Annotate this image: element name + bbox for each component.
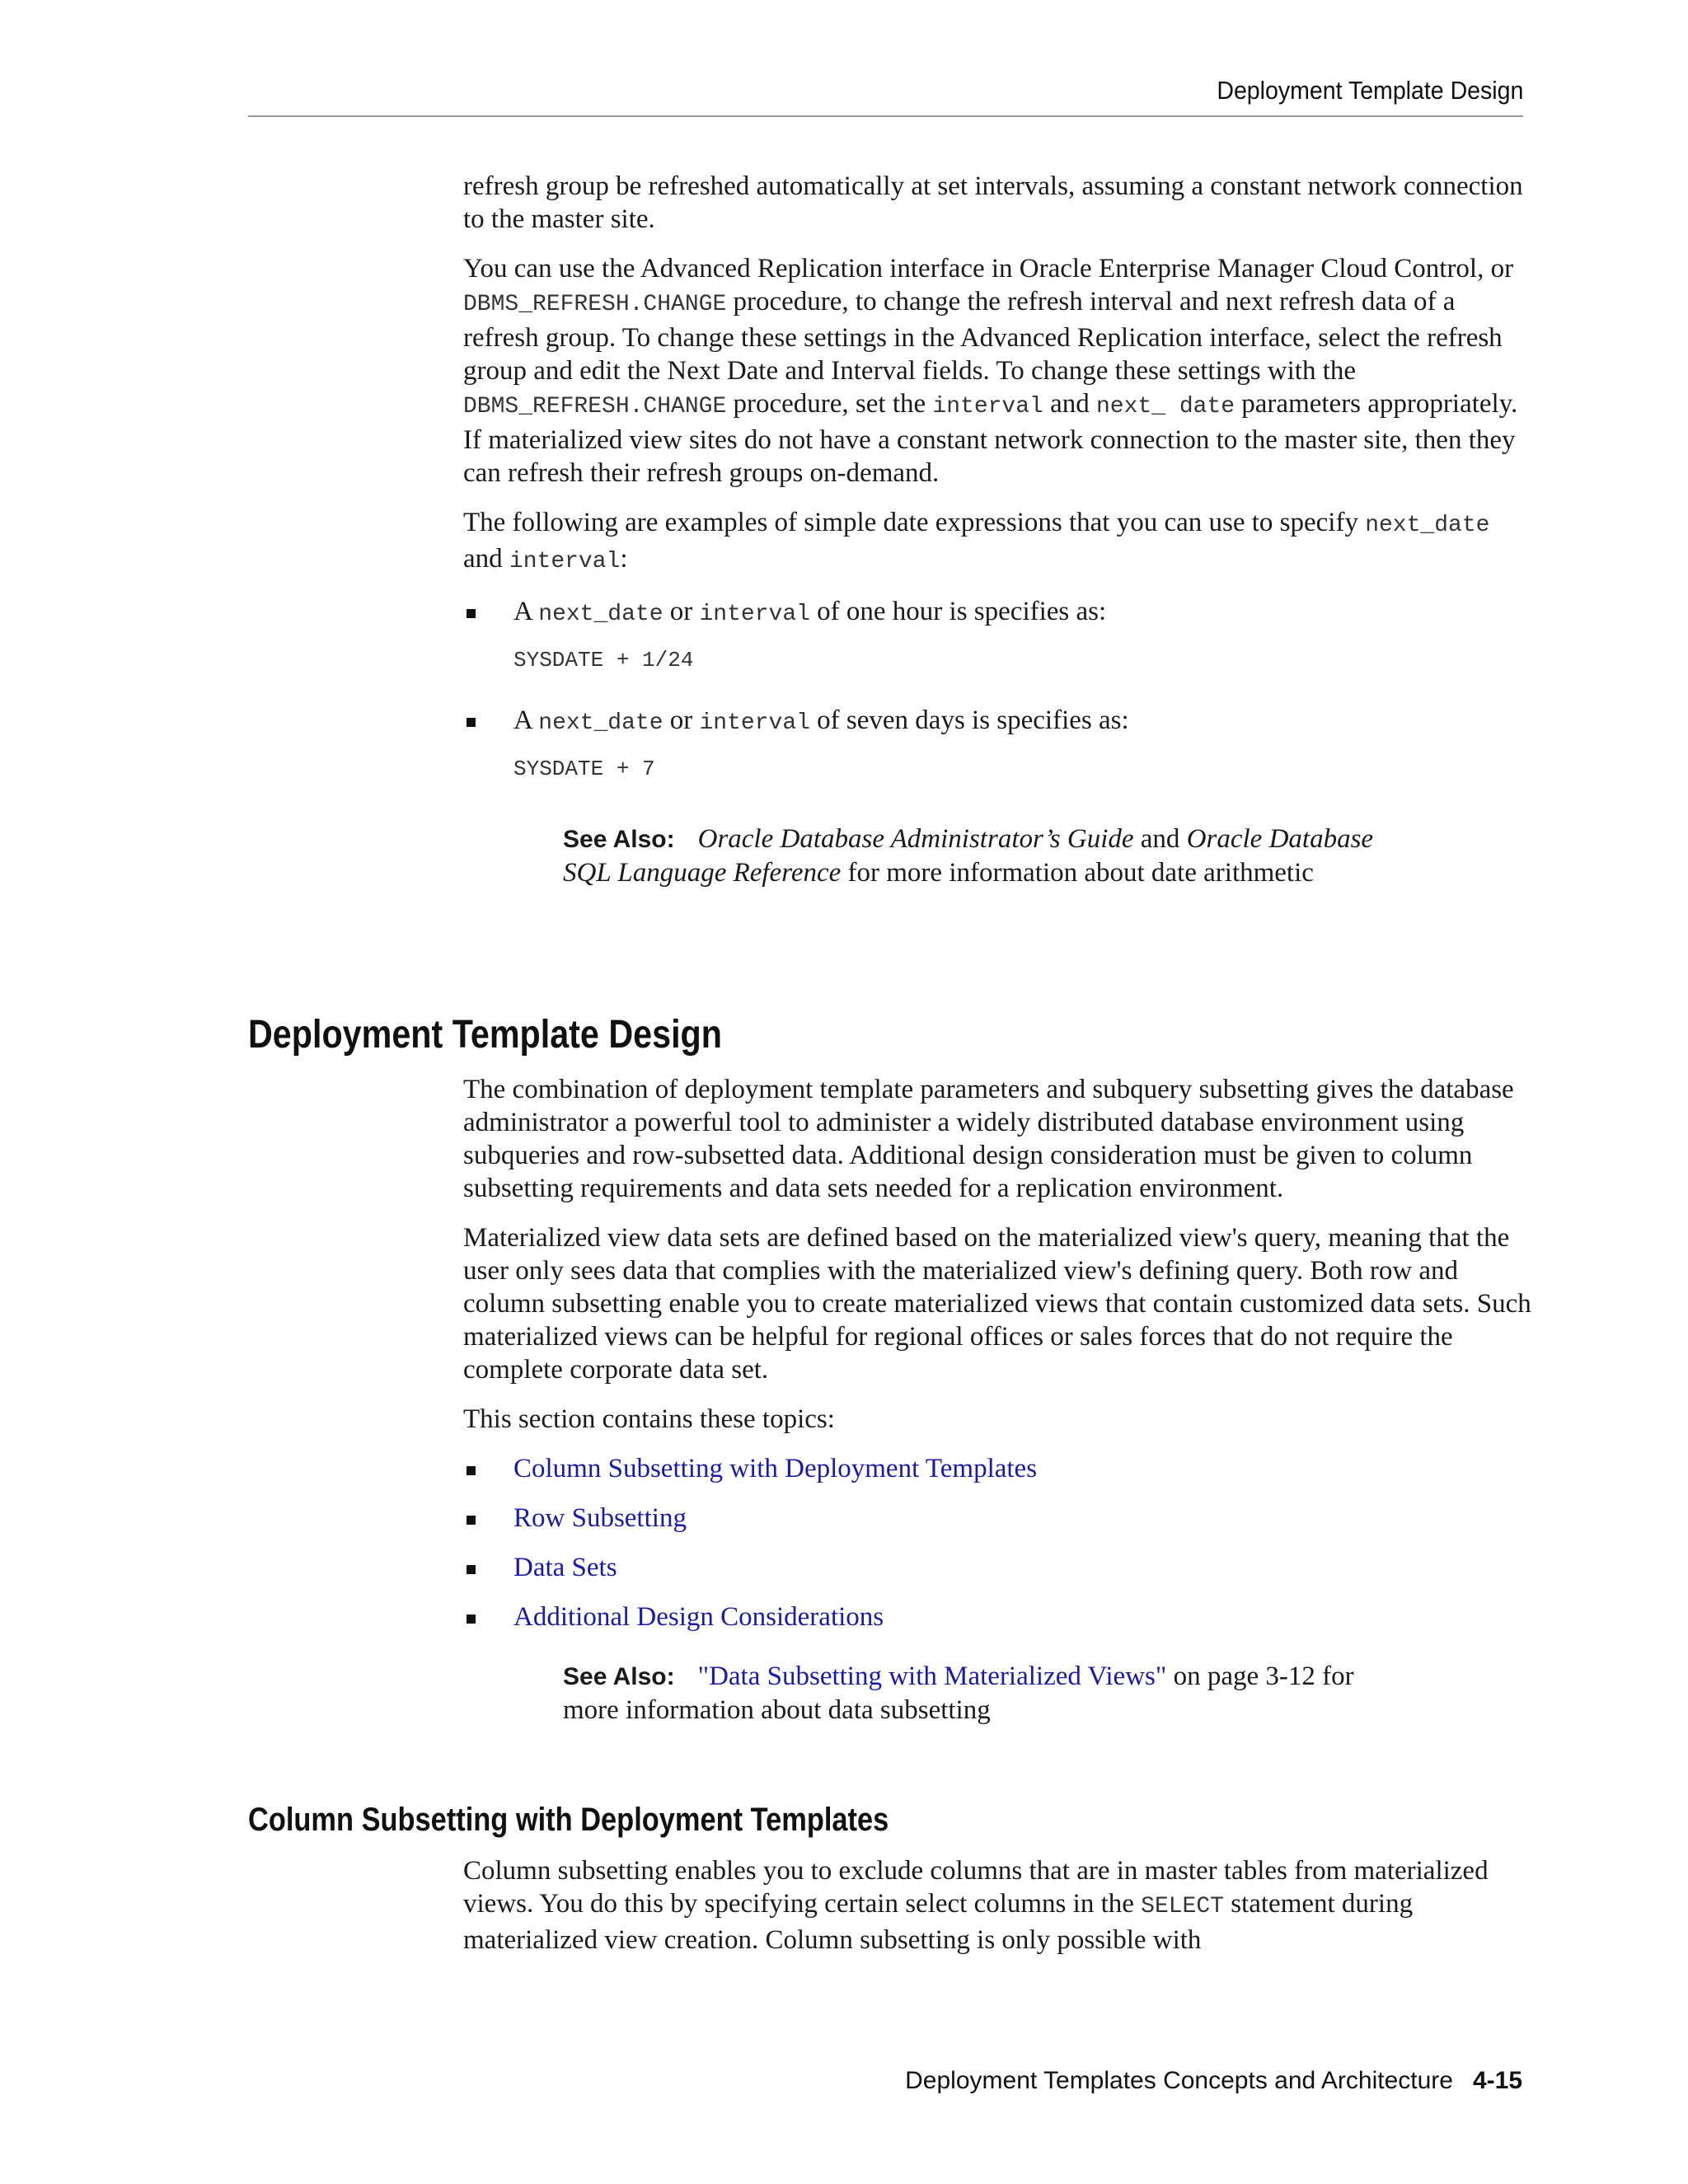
- topic-link-data-sets[interactable]: Data Sets: [513, 1553, 617, 1582]
- inline-code: SELECT: [1141, 1894, 1224, 1919]
- code-example: SYSDATE + 7: [513, 757, 655, 781]
- example-list: [463, 595, 1535, 631]
- bullet-icon: [467, 1466, 476, 1475]
- running-header-title: Deployment Template Design: [1216, 76, 1523, 105]
- subsection-body: [463, 1854, 1535, 1973]
- see-also-note: See Also: "Data Subsetting with Materialized Views" on page 3-12 for more information about data subsetting: [563, 1661, 1354, 1725]
- section-heading: Deployment Template Design: [248, 1013, 722, 1057]
- section-body: [463, 1073, 1535, 1727]
- intro-paragraph-3: The following are examples of simple date expressions that you can use to specify next_date and interval:: [463, 508, 1490, 574]
- bullet-icon: [467, 718, 476, 727]
- list-item: [463, 1601, 1535, 1633]
- data-subsetting-link[interactable]: "Data Subsetting with Materialized Views": [697, 1661, 1167, 1691]
- list-item: A next_date or interval of seven days is specifies as:: [463, 704, 1535, 740]
- list-item: [463, 1502, 1535, 1535]
- bullet-icon: [467, 609, 476, 618]
- subsection-paragraph-1: Column subsetting enables you to exclude columns that are in master tables from materialized views. You do this by specifying certain select columns in the SELECT statement during materialized view creation. Column subsetting is only possible with: [463, 1856, 1489, 1955]
- intro-paragraph-1: refresh group be refreshed automatically at set intervals, assuming a constant network connection to the master site.: [463, 171, 1523, 234]
- inline-code: next_ date: [1096, 394, 1236, 419]
- section-paragraph-1: The combination of deployment template parameters and subquery subsetting gives the database administrator a powerful tool to administer a widely distributed database environment using subqueries and row-subsetted data. Additional design consideration must be given to column subsetting requirements and data sets needed for a replication environment.: [463, 1075, 1514, 1203]
- inline-code: interval: [932, 394, 1043, 419]
- intro-body: [463, 170, 1535, 889]
- bullet-icon: [467, 1615, 476, 1624]
- intro-paragraph-2: You can use the Advanced Replication interface in Oracle Enterprise Manager Cloud Control, or DBMS_REFRESH.CHANGE procedure, to change the refresh interval and next refresh data of a refresh group. To change these settings in the Advanced Replication interface, select the refresh group and edit the Next Date and Interval fields. To change these settings with the DBMS_REFRESH.CHANGE procedure, set the interval and next_ date parameters appropriately. If materialized view sites do not have a constant network connection to the master site, then they can refresh their refresh groups on-demand.: [463, 254, 1518, 488]
- inline-code: interval: [509, 549, 621, 574]
- code-example: SYSDATE + 1/24: [513, 648, 694, 673]
- inline-code: DBMS_REFRESH.CHANGE: [463, 292, 727, 317]
- see-also-label: See Also:: [563, 1663, 675, 1690]
- page-footer: [905, 2067, 1522, 2095]
- list-item: [463, 1452, 1535, 1485]
- list-item: [463, 1551, 1535, 1584]
- example-list: [463, 704, 1535, 740]
- see-also-note: See Also: Oracle Database Administrator’s Guide and Oracle Database SQL Language Reference for more information about date arithmetic: [563, 824, 1374, 888]
- see-also-label: See Also:: [563, 826, 675, 853]
- book-reference: Oracle Database SQL Language Reference: [563, 824, 1374, 888]
- bullet-icon: [467, 1565, 476, 1574]
- inline-code: next_date: [1365, 513, 1490, 538]
- page-number: 4-15: [1472, 2067, 1522, 2094]
- section-paragraph-2: Materialized view data sets are defined based on the materialized view's query, meaning that the user only sees data that complies with the materialized view's defining query. Both row and column subsetting enable you to create materialized views that contain customized data sets. Such materialized views can be helpful for regional offices or sales forces that do not require the complete corporate data set.: [463, 1223, 1531, 1385]
- footer-title: Deployment Templates Concepts and Architecture: [905, 2067, 1453, 2094]
- book-reference: Oracle Database Administrator’s Guide: [697, 824, 1134, 854]
- topic-link-additional-design[interactable]: Additional Design Considerations: [513, 1602, 884, 1632]
- subsection-heading: Column Subsetting with Deployment Templates: [248, 1802, 889, 1838]
- running-header: [248, 73, 1523, 117]
- topic-list: [463, 1452, 1535, 1633]
- topic-link-row-subsetting[interactable]: Row Subsetting: [513, 1503, 687, 1533]
- inline-code: DBMS_REFRESH.CHANGE: [463, 394, 727, 419]
- section-paragraph-3: This section contains these topics:: [463, 1404, 835, 1434]
- bullet-icon: [467, 1516, 476, 1525]
- list-item: A next_date or interval of one hour is specifies as:: [463, 595, 1535, 631]
- topic-link-column-subsetting[interactable]: Column Subsetting with Deployment Templates: [513, 1454, 1038, 1483]
